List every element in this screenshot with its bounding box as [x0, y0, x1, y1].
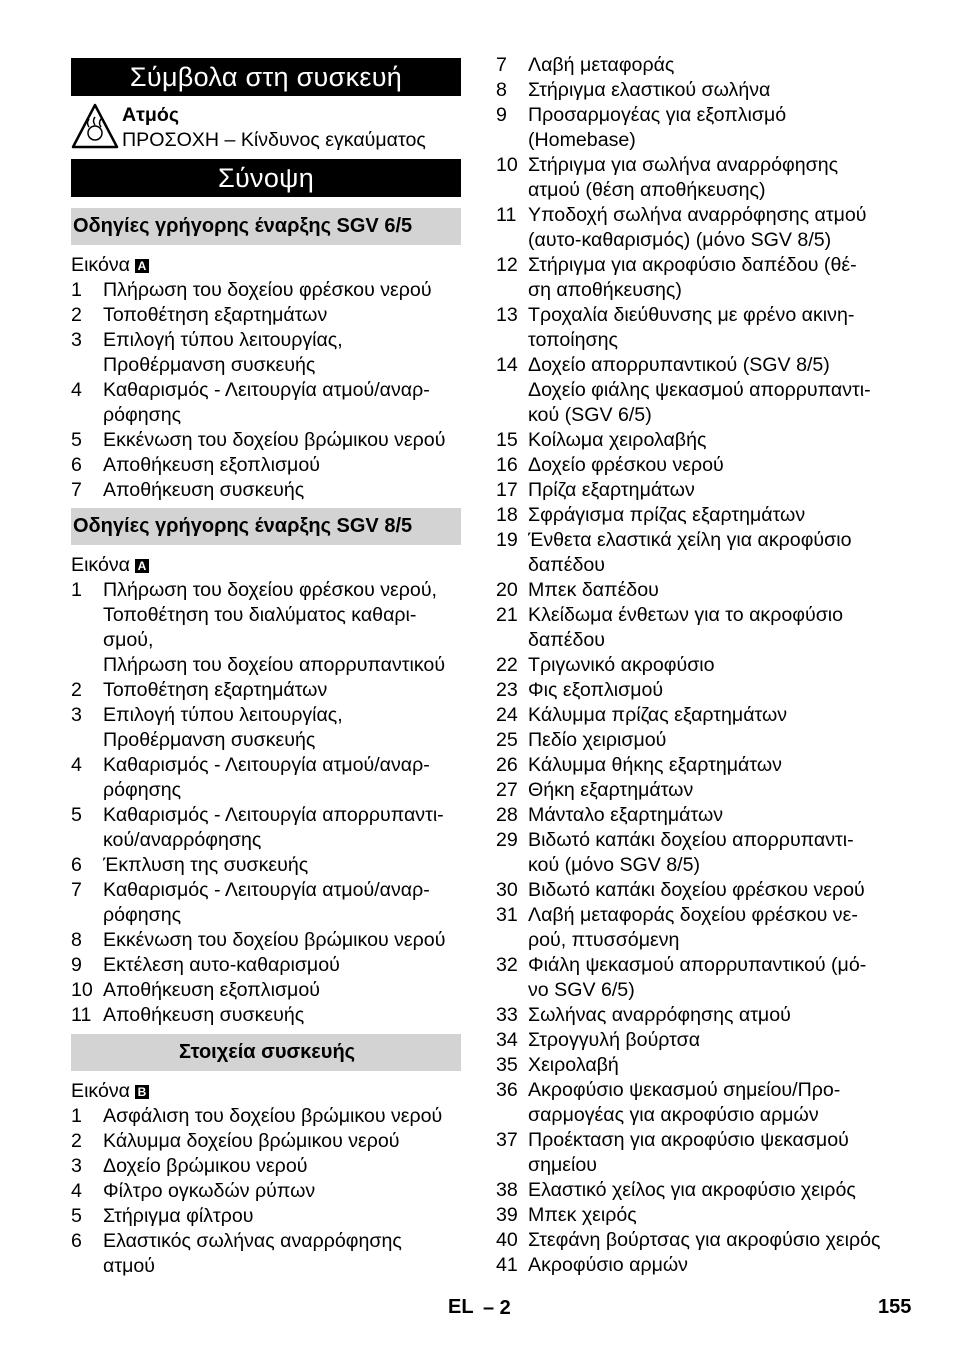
list-item: [71, 478, 471, 503]
list-item: [496, 153, 896, 178]
figure-letter: B: [135, 1085, 149, 1099]
figure-ref: Εικόνα A: [71, 253, 149, 278]
list-item: [71, 678, 471, 703]
list-item-number: 6: [71, 854, 82, 876]
list-item-number: 25: [496, 729, 518, 751]
footer-section-page: – 2: [483, 1297, 511, 1319]
list-item: [71, 328, 471, 353]
list-item: [71, 1204, 471, 1229]
list-item-text: ατμού: [103, 1255, 155, 1277]
list-item: [71, 853, 471, 878]
list-item: [496, 453, 896, 478]
list-item-text: ση αποθήκευσης): [528, 279, 682, 301]
list-item: [496, 878, 896, 903]
list-item-number: 14: [496, 354, 518, 376]
list-item-number: 3: [71, 329, 82, 351]
list-item-number: 16: [496, 454, 518, 476]
list-item-text: Πλήρωση του δοχείου απορρυπαντικού: [103, 654, 446, 676]
list-item: [496, 1203, 896, 1228]
list-item-text: ατμού (θέση αποθήκευσης): [528, 179, 766, 201]
warning-steam-icon: [71, 103, 119, 149]
list-item-text: Έκπλυση της συσκευής: [103, 854, 309, 876]
list-item: [496, 478, 896, 503]
list-item: [71, 453, 471, 478]
list-item: [496, 978, 896, 1003]
figure-letter: A: [135, 259, 149, 273]
list-item-text: Μπεκ χειρός: [528, 1204, 637, 1226]
list-item-text: Ακροφύσιο ψεκασμού σημείου/Προ-: [528, 1079, 841, 1101]
list-item-number: 31: [496, 904, 518, 926]
list-item-number: 35: [496, 1054, 518, 1076]
list-item-number: 9: [496, 104, 507, 126]
list-item: [71, 428, 471, 453]
list-item: [496, 503, 896, 528]
figure-letter: A: [135, 559, 149, 573]
quick-sgv85-heading: Οδηγίες γρήγορης έναρξης SGV 8/5: [71, 508, 461, 545]
list-item-text: Ασφάλιση του δοχείου βρώμικου νερού: [103, 1105, 443, 1127]
list-item-text: δαπέδου: [528, 554, 606, 576]
list-item: [71, 1229, 471, 1254]
list-item-number: 39: [496, 1204, 518, 1226]
list-item-text: Τοποθέτηση εξαρτημάτων: [103, 304, 328, 326]
list-item: [71, 803, 471, 828]
list-item-text: ρόφησης: [103, 404, 182, 426]
list-item: [496, 253, 896, 278]
list-item-text: Πλήρωση του δοχείου φρέσκου νερού: [103, 279, 432, 301]
list-item-number: 11: [71, 1004, 92, 1026]
list-item-number: 5: [71, 804, 82, 826]
list-item-number: 3: [71, 704, 82, 726]
list-item-text: Αποθήκευση συσκευής: [103, 1004, 305, 1026]
list-item-number: 41: [496, 1254, 518, 1276]
list-item-number: 20: [496, 579, 518, 601]
list-item-text: Λαβή μεταφοράς: [528, 54, 675, 76]
list-item-text: Δοχείο φρέσκου νερού: [528, 454, 724, 476]
list-item-text: Στρογγυλή βούρτσα: [528, 1029, 701, 1051]
list-item: [71, 1129, 471, 1154]
list-item: [496, 753, 896, 778]
list-item-number: 38: [496, 1179, 518, 1201]
list-item-number: 19: [496, 529, 518, 551]
list-item-number: 36: [496, 1079, 518, 1101]
list-item-text: Στεφάνη βούρτσας για ακροφύσιο χειρός: [528, 1229, 881, 1251]
list-item-number: 8: [496, 79, 507, 101]
list-item: [496, 403, 896, 428]
list-item-number: 30: [496, 879, 518, 901]
list-item-number: 7: [71, 879, 82, 901]
figure-ref: Εικόνα B: [71, 1079, 149, 1104]
list-item: [496, 828, 896, 853]
list-item: [496, 1128, 896, 1153]
list-item: [71, 578, 471, 603]
list-item-number: 8: [71, 929, 82, 951]
quick-sgv65-heading: Οδηγίες γρήγορης έναρξης SGV 6/5: [71, 208, 461, 245]
list-item-text: τοποίησης: [528, 329, 618, 351]
list-item-text: Δοχείο βρώμικου νερού: [103, 1155, 308, 1177]
list-item-number: 27: [496, 779, 518, 801]
list-item-text: κού/αναρρόφησης: [103, 829, 262, 851]
list-item-number: 10: [71, 979, 93, 1001]
list-item: [71, 653, 471, 678]
list-item: [496, 553, 896, 578]
list-item-text: Μάνταλο εξαρτημάτων: [528, 804, 724, 826]
list-item-number: 6: [71, 1230, 82, 1252]
list-item-text: Προέκταση για ακροφύσιο ψεκασμού: [528, 1129, 849, 1151]
list-item: [71, 303, 471, 328]
list-item-number: 2: [71, 304, 82, 326]
list-item-text: σαρμογέας για ακροφύσιο αρμών: [528, 1104, 819, 1126]
list-item: [496, 128, 896, 153]
list-item: [71, 903, 471, 928]
list-item-text: Στήριγμα φίλτρου: [103, 1205, 254, 1227]
list-item: [71, 1104, 471, 1129]
footer-language: EL: [448, 1296, 474, 1318]
list-item-text: Σωλήνας αναρρόφησης ατμού: [528, 1004, 791, 1026]
list-item: [496, 1178, 896, 1203]
list-item-number: 4: [71, 379, 82, 401]
list-item: [496, 678, 896, 703]
list-item-text: Εκκένωση του δοχείου βρώμικου νερού: [103, 429, 446, 451]
list-item: [496, 303, 896, 328]
list-item-text: Αποθήκευση εξοπλισμού: [103, 454, 320, 476]
list-item-number: 2: [71, 1130, 82, 1152]
list-item-text: Χειρολαβή: [528, 1054, 619, 1076]
list-item-number: 40: [496, 1229, 518, 1251]
list-item-text: Κάλυμμα πρίζας εξαρτημάτων: [528, 704, 788, 726]
list-item-number: 32: [496, 954, 518, 976]
list-item-text: Υποδοχή σωλήνα αναρρόφησης ατμού: [528, 204, 867, 226]
list-item: [71, 278, 471, 303]
list-item-text: Ελαστικός σωλήνας αναρρόφησης: [103, 1230, 402, 1252]
list-item: [71, 603, 471, 628]
list-item-text: Δοχείο φιάλης ψεκασμού απορρυπαντι-: [528, 379, 871, 401]
list-item-text: Τριγωνικό ακροφύσιο: [528, 654, 715, 676]
list-item-number: 29: [496, 829, 518, 851]
list-item-number: 1: [71, 1105, 82, 1127]
list-item-number: 24: [496, 704, 518, 726]
list-item-number: 1: [71, 279, 82, 301]
list-item: [71, 778, 471, 803]
list-item-text: Επιλογή τύπου λειτουργίας,: [103, 329, 343, 351]
list-item: [71, 928, 471, 953]
list-item: [496, 778, 896, 803]
list-item-text: Στήριγμα για σωλήνα αναρρόφησης: [528, 154, 839, 176]
list-item-text: Κάλυμμα δοχείου βρώμικου νερού: [103, 1130, 400, 1152]
list-item: [496, 728, 896, 753]
list-item-text: ρόφησης: [103, 904, 182, 926]
list-item-text: κού (μόνο SGV 8/5): [528, 854, 701, 876]
list-item: [496, 653, 896, 678]
list-item-text: Σφράγισμα πρίζας εξαρτημάτων: [528, 504, 806, 526]
list-item-text: Καθαρισμός - Λειτουργία ατμού/αναρ-: [103, 754, 430, 776]
list-item-number: 10: [496, 154, 518, 176]
list-item-number: 21: [496, 604, 518, 626]
list-item-text: (αυτο-καθαρισμός) (μόνο SGV 8/5): [528, 229, 832, 251]
list-item: [496, 1003, 896, 1028]
list-item-text: Εκτέλεση αυτο-καθαρισμού: [103, 954, 340, 976]
list-item: [496, 603, 896, 628]
list-item: [496, 178, 896, 203]
list-item: [496, 78, 896, 103]
overview-heading: Σύνοψη: [71, 159, 461, 197]
list-item-text: Πεδίο χειρισμού: [528, 729, 667, 751]
list-item-number: 13: [496, 304, 518, 326]
list-item: [496, 428, 896, 453]
symbols-heading: Σύμβολα στη συσκευή: [71, 58, 461, 96]
list-item: [496, 1103, 896, 1128]
list-item-text: Κλείδωμα ένθετων για το ακροφύσιο: [528, 604, 844, 626]
list-item-text: Προθέρμανση συσκευής: [103, 729, 316, 751]
list-item: [496, 228, 896, 253]
list-item-text: Κάλυμμα θήκης εξαρτημάτων: [528, 754, 782, 776]
list-item: [71, 753, 471, 778]
list-item: [71, 378, 471, 403]
list-item-text: Ένθετα ελαστικά χείλη για ακροφύσιο: [528, 529, 852, 551]
list-item: [71, 1003, 471, 1028]
list-item: [71, 953, 471, 978]
list-item-number: 4: [71, 1180, 82, 1202]
list-item-text: Κοίλωμα χειρολαβής: [528, 429, 707, 451]
list-item-text: Εκκένωση του δοχείου βρώμικου νερού: [103, 929, 446, 951]
list-item-text: Ακροφύσιο αρμών: [528, 1254, 688, 1276]
list-item: [496, 328, 896, 353]
list-item-number: 18: [496, 504, 518, 526]
list-item-text: Προθέρμανση συσκευής: [103, 354, 316, 376]
list-item: [71, 1254, 471, 1279]
list-item: [496, 628, 896, 653]
list-item-number: 23: [496, 679, 518, 701]
list-item-number: 28: [496, 804, 518, 826]
list-item: [496, 578, 896, 603]
list-item-text: Φίλτρο ογκωδών ρύπων: [103, 1180, 316, 1202]
list-item-text: Πλήρωση του δοχείου φρέσκου νερού,: [103, 579, 437, 601]
list-item-text: Βιδωτό καπάκι δοχείου απορρυπαντι-: [528, 829, 854, 851]
list-item-text: Μπεκ δαπέδου: [528, 579, 659, 601]
warning-text: ΠΡΟΣΟΧΗ – Κίνδυνος εγκαύματος: [122, 129, 426, 151]
list-item-number: 15: [496, 429, 518, 451]
list-item: [496, 1078, 896, 1103]
list-item: [71, 1179, 471, 1204]
list-item-number: 2: [71, 679, 82, 701]
list-item-text: Αποθήκευση συσκευής: [103, 479, 305, 501]
list-item-number: 34: [496, 1029, 518, 1051]
list-item-text: δαπέδου: [528, 629, 606, 651]
list-item: [71, 628, 471, 653]
list-item: [496, 278, 896, 303]
list-item-number: 1: [71, 579, 82, 601]
list-item: [496, 853, 896, 878]
list-item: [496, 103, 896, 128]
list-item-text: Τροχαλία διεύθυνσης με φρένο ακινη-: [528, 304, 855, 326]
list-item-text: Φις εξοπλισμού: [528, 679, 664, 701]
list-item: [496, 1028, 896, 1053]
list-item-text: Καθαρισμός - Λειτουργία ατμού/αναρ-: [103, 379, 430, 401]
list-item-text: Δοχείο απορρυπαντικού (SGV 8/5): [528, 354, 830, 376]
list-item: [496, 703, 896, 728]
list-item: [71, 1154, 471, 1179]
list-item-number: 11: [496, 204, 517, 226]
list-item-text: Βιδωτό καπάκι δοχείου φρέσκου νερού: [528, 879, 865, 901]
list-item-number: 4: [71, 754, 82, 776]
list-item-text: Πρίζα εξαρτημάτων: [528, 479, 695, 501]
list-item-number: 26: [496, 754, 518, 776]
list-item: [496, 903, 896, 928]
list-item-number: 37: [496, 1129, 518, 1151]
list-item: [496, 1253, 896, 1278]
list-item: [496, 528, 896, 553]
list-item-text: σημείου: [528, 1154, 597, 1176]
list-item-text: Επιλογή τύπου λειτουργίας,: [103, 704, 343, 726]
list-item-text: Καθαρισμός - Λειτουργία ατμού/αναρ-: [103, 879, 430, 901]
list-item-number: 3: [71, 1155, 82, 1177]
warning-title: Ατμός: [122, 104, 180, 126]
list-item-number: 5: [71, 1205, 82, 1227]
list-item: [496, 953, 896, 978]
list-item: [496, 353, 896, 378]
list-item: [71, 878, 471, 903]
list-item-text: Στήριγμα για ακροφύσιο δαπέδου (θέ-: [528, 254, 857, 276]
list-item: [71, 403, 471, 428]
list-item: [71, 703, 471, 728]
list-item-number: 33: [496, 1004, 518, 1026]
list-item-text: ρόφησης: [103, 779, 182, 801]
list-item: [496, 1053, 896, 1078]
list-item: [71, 353, 471, 378]
list-item-text: Αποθήκευση εξοπλισμού: [103, 979, 320, 1001]
list-item-text: Λαβή μεταφοράς δοχείου φρέσκου νε-: [528, 904, 858, 926]
list-item: [71, 728, 471, 753]
list-item-number: 17: [496, 479, 518, 501]
list-item-text: σμού,: [103, 629, 154, 651]
list-item-number: 7: [496, 54, 507, 76]
list-item: [496, 203, 896, 228]
list-item-text: Τοποθέτηση εξαρτημάτων: [103, 679, 328, 701]
footer-page-number: 155: [878, 1296, 912, 1318]
list-item-number: 6: [71, 454, 82, 476]
list-item-text: Προσαρμογέας για εξοπλισμό: [528, 104, 787, 126]
list-item: [496, 1153, 896, 1178]
list-item-text: Ελαστικό χείλος για ακροφύσιο χειρός: [528, 1179, 856, 1201]
list-item-number: 7: [71, 479, 82, 501]
list-item: [496, 928, 896, 953]
list-item: [496, 1228, 896, 1253]
list-item-text: ρού, πτυσσόμενη: [528, 929, 680, 951]
list-item-number: 5: [71, 429, 82, 451]
list-item: [71, 978, 471, 1003]
list-item-text: νο SGV 6/5): [528, 979, 635, 1001]
list-item: [496, 378, 896, 403]
list-item: [71, 828, 471, 853]
list-item-text: Καθαρισμός - Λειτουργία απορρυπαντι-: [103, 804, 444, 826]
elements-heading: Στοιχεία συσκευής: [71, 1034, 461, 1071]
list-item-text: Θήκη εξαρτημάτων: [528, 779, 694, 801]
list-item-text: Τοποθέτηση του διαλύματος καθαρι-: [103, 604, 417, 626]
list-item-number: 22: [496, 654, 518, 676]
list-item-number: 12: [496, 254, 518, 276]
list-item-text: κού (SGV 6/5): [528, 404, 652, 426]
figure-ref: Εικόνα A: [71, 553, 149, 578]
list-item: [496, 53, 896, 78]
list-item-text: (Homebase): [528, 129, 636, 151]
list-item-text: Στήριγμα ελαστικού σωλήνα: [528, 79, 771, 101]
list-item-text: Φιάλη ψεκασμού απορρυπαντικού (μό-: [528, 954, 867, 976]
list-item-number: 9: [71, 954, 82, 976]
list-item: [496, 803, 896, 828]
